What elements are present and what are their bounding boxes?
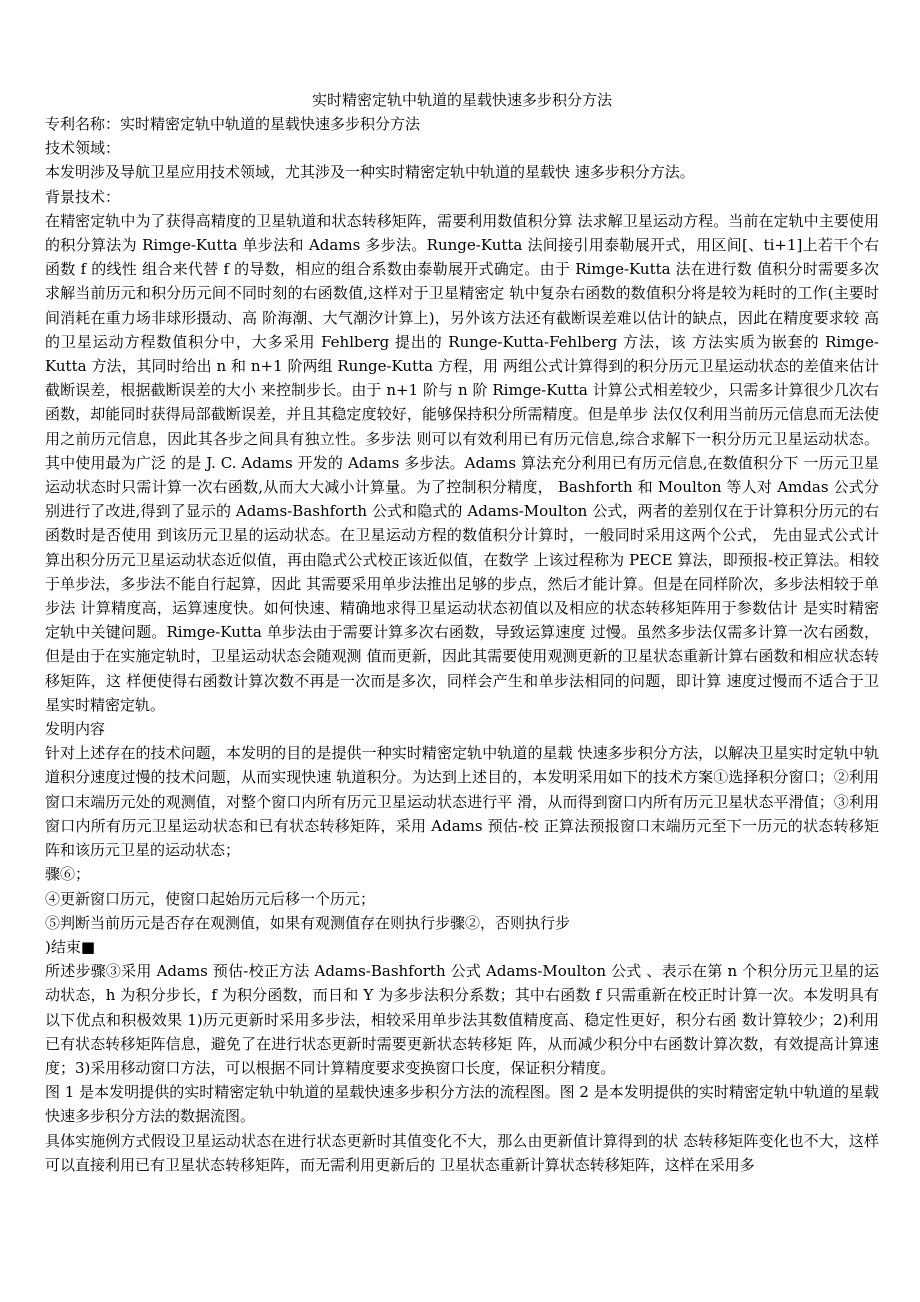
background-heading: 背景技术： xyxy=(45,187,121,206)
background-paragraph: 在精密定轨中为了获得高精度的卫星轨道和状态转移矩阵，需要利用数值积分算 法求解卫星运动方程。当前在定轨中主要使用的积分算法为 Rimge-Kutta 单步法和 Adams 多步法。Runge-Kutta 法间接引用泰勒展开式，用区间[、ti+1]上若干个右函数 f 的线性 组合来代替 f 的导数，相应的组合系数由泰勒展开式确定。由于 Rimge-Kutta 法在进行数 值积分时需要多次求解当前历元和积分历元间不同时刻的右函数值,这样对于卫星精密定 轨中复杂右函数的数值积分将是较为耗时的工作(主要时间消耗在重力场非球形摄动、高 阶海潮、大气潮汐计算上)，另外该方法还有截断误差难以估计的缺点，因此在精度要求较 高的卫星运动方程数值积分中，大多采用 Fehlberg 提出的 Runge-Kutta-Fehlberg 方法，该 方法实质为嵌套的 Rimge-Kutta 方法，其同时给出 n 和 n+1 阶两组 Runge-Kutta 方程，用 两组公式计算得到的积分历元卫星运动状态的差值来估计截断误差，根据截断误差的大小 来控制步长。由于 n+1 阶与 n 阶 Rimge-Kutta 计算公式相差较少，只需多计算很少几次右 函数，却能同时获得局部截断误差，并且其稳定度较好，能够保持积分所需精度。但是单步 法仅仅利用当前历元信息而无法使用之前历元信息，因此其各步之间具有独立性。多步法 则可以有效利用已有历元信息,综合求解下一积分历元卫星运动状态。其中使用最为广泛 的是 J. C. Adams 开发的 Adams 多步法。Adams 算法充分利用已有历元信息,在数值积分下 一历元卫星运动状态时只需计算一次右函数,从而大大减小计算量。为了控制积分精度， Bashforth 和 Moulton 等人对 Amdas 公式分别进行了改进,得到了显示的 Adams-Bashforth 公式和隐式的 Adams-Moulton 公式，两者的差别仅在于计算积分历元的右函数时是否使用 到该历元卫星的运动状态。在卫星运动方程的数值积分计算时，一般同时采用这两个公式， 先由显式公式计算出积分历元卫星运动状态近似值，再由隐式公式校正该近似值，在数学 上该过程称为 PECE 算法，即预报-校正算法。相较于单步法，多步法不能自行起算，因此 其需要采用单步法推出足够的步点，然后才能计算。但是在同样阶次，多步法相较于单步法 计算精度高，运算速度快。如何快速、精确地求得卫星运动状态初值以及相应的状态转移矩阵用于参数估计 是实时精密定轨中关键问题。Rimge-Kutta 单步法由于需要计算多次右函数，导致运算速度 过慢。虽然多步法仅需多计算一次右函数，但是由于在实施定轨时，卫星运动状态会随观测 值而更新，因此其需要使用观测更新的卫星状态重新计算右函数和相应状态转移矩阵，这 样便使得右函数计算次数不再是一次而是多次，同样会产生和单步法相同的问题，即计算 速度过慢而不适合于卫星实时精密定轨。 xyxy=(45,211,879,714)
invention-paragraph: 针对上述存在的技术问题，本发明的目的是提供一种实时精密定轨中轨道的星载 快速多步积分方法，以解决卫星实时定轨中轨道积分速度过慢的技术问题，从而实现快速 轨道积分。为达到上述目的，本发明采用如下的技术方案①选择积分窗口；②利用窗口末端历元处的观测值，对整个窗口内所有历元卫星运动状态进行平 滑，从而得到窗口内所有历元卫星状态平滑值；③利用窗口内所有历元卫星运动状态和已有状态转移矩阵，采用 Adams 预估-校 正算法预报窗口末端历元至下一历元的状态转移矩阵和该历元卫星的运动状态； xyxy=(45,744,879,860)
tech-field-heading: 技术领域： xyxy=(45,139,121,158)
summary-paragraph: 所述步骤③采用 Adams 预估-校正方法 Adams-Bashforth 公式 Adams-Moulton 公式 、表示在第 n 个积分历元卫星的运动状态，h 为积分步长，f 为积分函数，而日和 Y 为多步法积分系数；其中右函数 f 只需重新在校正时计算一次。本发明具有以下优点和积极效果 1)历元更新时采用多步法，相较采用单步法其数值精度高、稳定性更好，积分右函 数计算较少；2)利用已有状态转移矩阵信息，避免了在进行状态更新时需要更新状态转移矩 阵，从而减少积分中右函数计算次数，有效提高计算速度；3)采用移动窗口方法，可以根据不同计算精度要求变换窗口长度，保证积分精度。 xyxy=(45,962,879,1077)
step6-line: 骤⑥； xyxy=(45,865,91,884)
document-page xyxy=(45,88,879,1177)
tech-field-paragraph: 本发明涉及导航卫星应用技术领域，尤其涉及一种实时精密定轨中轨道的星载快 速多步积分方法。 xyxy=(45,163,695,182)
document-title: 实时精密定轨中轨道的星载快速多步积分方法 xyxy=(311,91,612,109)
step4-line: ④更新窗口历元，使窗口起始历元后移一个历元； xyxy=(45,889,376,908)
invention-heading: 发明内容 xyxy=(45,720,106,739)
end-line: )结束■ xyxy=(45,937,96,956)
patent-name: 专利名称：实时精密定轨中轨道的星载快速多步积分方法 xyxy=(45,115,421,133)
embodiment-paragraph: 具体实施例方式假设卫星运动状态在进行状态更新时其值变化不大，那么由更新值计算得到的状 态转移矩阵变化也不大，这样可以直接利用已有卫星状态转移矩阵，而无需利用更新后的 卫星状态重新计算状态转移矩阵，这样在采用多 xyxy=(45,1131,879,1174)
figures-paragraph: 图 1 是本发明提供的实时精密定轨中轨道的星载快速多步积分方法的流程图。图 2 是本发明提供的实时精密定轨中轨道的星载快速多步积分方法的数据流图。 xyxy=(45,1083,879,1126)
step5-line: ⑤判断当前历元是否存在观测值，如果有观测值存在则执行步骤②，否则执行步 xyxy=(45,913,571,932)
